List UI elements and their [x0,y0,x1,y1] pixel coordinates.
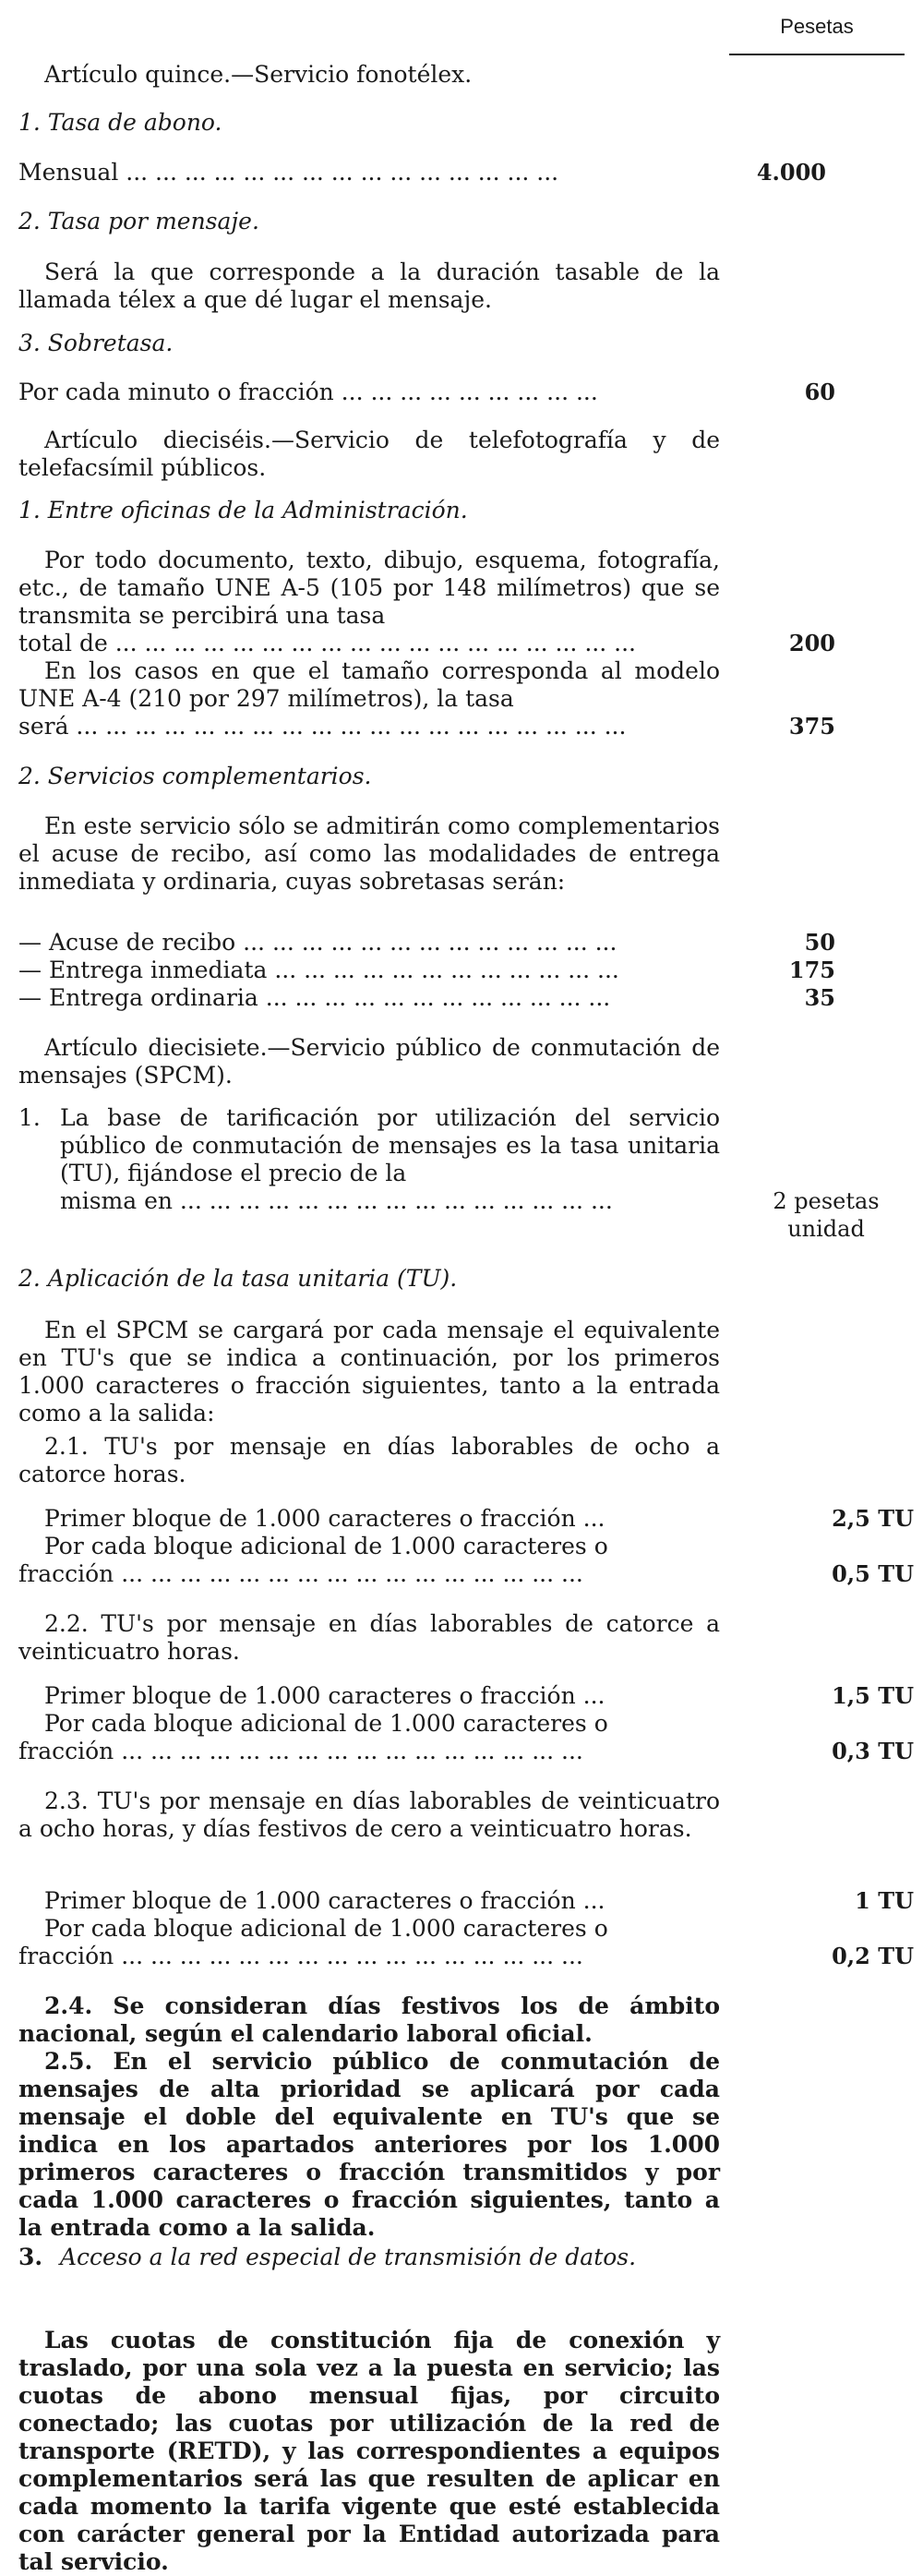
article-17-tu-price: 2 pesetas [773,1188,880,1214]
article-17-sub-2-1-additional-value: 0,5 TU [832,1560,914,1587]
article-16-item-ordinaria-value: 35 [804,984,835,1011]
article-17-sub-2-1-first: Primer bloque de 1.000 caracteres o fracción ... [44,1505,605,1532]
article-17-sub-2-5: 2.5. En el servicio público de conmutación de mensajes de alta prioridad se aplicará por cada mensaje el doble del equivalente en TU's que se indica en los apartados anteriores por los 1.000 primeros caracteres o fracción transmitidos y por cada 1.000 caracteres o fracción siguientes, tanto a la entrada como a la salida. [18,2048,720,2241]
article-17-sub-2-2-additional: Por cada bloque adicional de 1.000 caracteres o [44,1710,608,1737]
article-16-item-acuse-value: 50 [804,929,835,956]
article-16-section-2-text: En este servicio sólo se admitirán como complementarios el acuse de recibo, así como las modalidades de entrega inmediata y ordinaria, cuyas sobretasas serán: [18,813,720,895]
article-16-section-1-paragraph-1: Por todo documento, texto, dibujo, esquema, fotografía, etc., de tamaño UNE A-5 (105 por 148 milímetros) que se transmita se percibirá una tasa [18,547,720,629]
article-16-section-1-paragraph-2: En los casos en que el tamaño corresponda al modelo UNE A-4 (210 por 297 milímetros), la tasa [18,657,720,712]
article-17-sub-2-1-additional: Por cada bloque adicional de 1.000 caracteres o [44,1533,608,1559]
article-17-sub-2-1-first-value: 2,5 TU [832,1505,914,1532]
article-17-sub-2-3-additional-value: 0,2 TU [832,1943,914,1969]
article-17-sub-2-3-title: 2.3. TU's por mensaje en días laborables de veinticuatro a ocho horas, y días festivos de cero a veinticuatro horas. [18,1788,720,1842]
article-17-section-2-title: 2. Aplicación de la tasa unitaria (TU). [18,1265,458,1292]
article-15-title: Artículo quince.—Servicio fonotélex. [44,61,473,88]
article-17-sub-2-3-first: Primer bloque de 1.000 caracteres o fracción ... [44,1887,605,1914]
article-15-surcharge-line: Por cada minuto o fracción ... ... ... ... ... ... ... ... ... [18,379,598,405]
article-17-sub-2-2-additional-value: 0,3 TU [832,1738,914,1764]
article-16-section-1-paragraph-1-total: total de ... ... ... ... ... ... ... ... ... ... ... ... ... ... ... ... ... ... [18,630,636,656]
article-15-section-2-title: 2. Tasa por mensaje. [18,208,259,235]
article-15-monthly-line: Mensual ... ... ... ... ... ... ... ... ... ... ... ... ... ... ... [18,159,559,186]
article-17-section-1-last: misma en ... ... ... ... ... ... ... ... ... ... ... ... ... ... ... [60,1187,613,1214]
article-15-monthly-value: 4.000 [756,159,826,186]
article-16-section-2-title: 2. Servicios complementarios. [18,763,372,789]
article-15-section-2-text: Será la que corresponde a la duración tasable de la llamada télex a que dé lugar el mensaje. [18,259,720,313]
article-17-section-1-marker: 1. [18,1104,41,1131]
article-17-title: Artículo diecisiete.—Servicio público de conmutación de mensajes (SPCM). [18,1034,720,1089]
article-17-section-3-title [18,2244,720,2271]
article-17-section-1-text: La base de tarificación por utilización del servicio público de conmutación de mensajes es la tasa unitaria (TU), fijándose el precio de la [60,1104,720,1186]
article-16-a5-value: 200 [788,630,835,656]
article-17-section-1 [18,1104,720,1187]
article-17-sub-2-3-additional-last: fracción ... ... ... ... ... ... ... ... ... ... ... ... ... ... ... ... [18,1943,583,1969]
article-15-section-3-title: 3. Sobretasa. [18,330,174,356]
article-17-section-3-marker: 3. [18,2244,43,2270]
article-16-a4-value: 375 [788,713,835,740]
article-17-sub-2-3-first-value: 1 TU [855,1887,914,1914]
article-16-item-inmediata-value: 175 [788,957,835,983]
article-16-item-ordinaria: — Entrega ordinaria ... ... ... ... ... ... ... ... ... ... ... ... [18,984,611,1011]
article-16-section-1-title: 1. Entre oficinas de la Administración. [18,497,468,524]
article-15-surcharge-value: 60 [804,379,835,405]
article-17-sub-2-2-first-value: 1,5 TU [832,1682,914,1709]
column-header-pesetas: Pesetas [729,11,905,55]
article-17-sub-2-4: 2.4. Se consideran días festivos los de ámbito nacional, según el calendario laboral oficial. [18,1992,720,2047]
article-17-sub-2-2-first: Primer bloque de 1.000 caracteres o fracción ... [44,1682,605,1709]
article-17-sub-2-2-title: 2.2. TU's por mensaje en días laborables de catorce a veinticuatro horas. [18,1610,720,1665]
article-16-title: Artículo dieciséis.—Servicio de telefotografía y de telefacsímil públicos. [18,427,720,481]
article-17-section-3-title-text: Acceso a la red especial de transmisión de datos. [60,2244,637,2270]
article-17-sub-2-1-additional-last: fracción ... ... ... ... ... ... ... ... ... ... ... ... ... ... ... ... [18,1560,583,1587]
article-17-sub-2-3-additional: Por cada bloque adicional de 1.000 caracteres o [44,1915,608,1942]
article-16-item-acuse: — Acuse de recibo ... ... ... ... ... ... ... ... ... ... ... ... ... [18,929,617,956]
article-17-tu-price-unit: unidad [787,1216,865,1242]
article-16-section-1-paragraph-2-total: será ... ... ... ... ... ... ... ... ... ... ... ... ... ... ... ... ... ... ... [18,713,627,740]
article-17-section-3-text: Las cuotas de constitución fija de conexión y traslado, por una sola vez a la puesta en servicio; las cuotas de abono mensual fijas, por circuito conectado; las cuotas por utilización de la red de transporte (RETD), y las correspondientes a equipos complementarios será las que resulten de aplicar en cada momento la tarifa vigente que esté establecida con carácter general por la Entidad autorizada para tal servicio. [18,2327,720,2575]
article-17-section-2-text: En el SPCM se cargará por cada mensaje el equivalente en TU's que se indica a continuación, por los primeros 1.000 caracteres o fracción siguientes, tanto a la entrada como a la salida: [18,1317,720,1426]
article-17-sub-2-1-title: 2.1. TU's por mensaje en días laborables de ocho a catorce horas. [18,1433,720,1487]
article-17-sub-2-2-additional-last: fracción ... ... ... ... ... ... ... ... ... ... ... ... ... ... ... ... [18,1738,583,1764]
article-15-section-1-title: 1. Tasa de abono. [18,109,222,136]
article-16-item-inmediata: — Entrega inmediata ... ... ... ... ... ... ... ... ... ... ... ... [18,957,619,983]
